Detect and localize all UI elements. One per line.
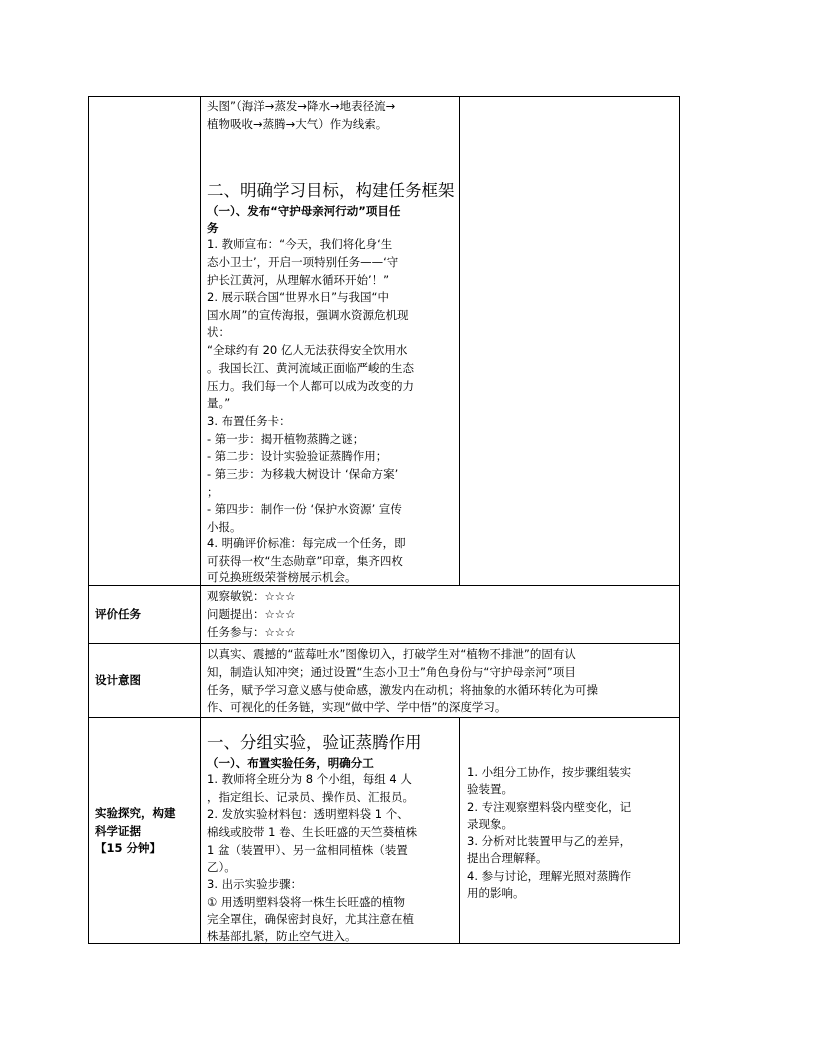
design-line: 知，制造认知冲突；通过设置“生态小卫士”角色身份与“守护母亲河”项目 [207, 665, 576, 679]
experiment-body-line: 棉线或胶带 1 卷、生长旺盛的天竺葵植株 [207, 825, 418, 839]
experiment-body-line: 1 盆（装置甲）、另一盆相同植株（装置 [207, 843, 408, 857]
task-body-line: 量。” [207, 396, 231, 410]
experiment-body-line: 1. 教师将全班分为 8 个小组，每组 4 人 [207, 772, 412, 786]
experiment-body-line: 株基部扎紧，防止空气进入。 [207, 929, 357, 943]
experiment-body-line: 2. 发放实验材料包：透明塑料袋 1 个、 [207, 807, 409, 821]
experiment-label-line: 科学证据 [95, 824, 141, 838]
experiment-label-line: 实验探究，构建 [95, 806, 176, 820]
eval-item: 观察敏锐：☆☆☆ [207, 589, 296, 603]
design-line: 以真实、震撼的“蓝莓吐水”图像切入，打破学生对“植物不排泄”的固有认 [207, 647, 576, 661]
experiment-body-line: 完全罩住，确保密封良好，尤其注意在植 [207, 912, 414, 926]
section-heading-goals: 二、明确学习目标，构建任务框架 [207, 181, 455, 200]
table-border-row2 [88, 643, 680, 644]
table-border-right [679, 96, 680, 944]
design-line: 任务，赋予学习意义感与使命感，激发内在动机；将抽象的水循环转化为可操 [207, 683, 598, 697]
task-body-line: - 第四步：制作一份 ‘保护水资源’ 宣传 [207, 502, 402, 516]
task-body-line: 可兑换班级荣誉榜展示机会。 [207, 570, 357, 584]
table-border-bottom [88, 943, 680, 944]
experiment-body-line: 乙）。 [207, 860, 236, 874]
student-activity-line: 4. 参与讨论，理解光照对蒸腾作 [467, 869, 632, 883]
table-border-row1 [88, 585, 680, 586]
student-activity-line: 验装置。 [467, 782, 513, 796]
table-border-col2-bottom [459, 717, 460, 944]
experiment-body-line: ，指定组长、记录员、操作员、汇报员。 [207, 790, 414, 804]
experiment-label-line: 【15 分钟】 [95, 841, 162, 855]
table-border-col2-top [459, 96, 460, 586]
eval-item: 任务参与：☆☆☆ [207, 625, 296, 639]
task-body-line: ； [207, 485, 219, 499]
student-activity-line: 录现象。 [467, 817, 513, 831]
task-body-line: 压力。我们每一个人都可以成为改变的力 [207, 379, 414, 393]
experiment-subheading: （一）、布置实验任务，明确分工 [207, 756, 374, 770]
design-label: 设计意图 [95, 673, 141, 687]
task-title: （一）、发布“守护母亲河行动”项目任 [207, 204, 401, 218]
eval-label: 评价任务 [95, 607, 141, 621]
student-activity-line: 3. 分析对比装置甲与乙的差异， [467, 834, 632, 848]
student-activity-line: 用的影响。 [467, 886, 525, 900]
intro-line: 头图”（海洋→蒸发→降水→地表径流→ [207, 99, 396, 113]
design-line: 作、可视化的任务链，实现“做中学、学中悟”的深度学习。 [207, 700, 507, 714]
task-title: 务 [207, 221, 219, 235]
experiment-body-line: ① 用透明塑料袋将一株生长旺盛的植物 [207, 895, 405, 909]
task-body-line: 态小卫士’，开启一项特别任务——‘守 [207, 255, 399, 269]
task-body-line: 3. 布置任务卡： [207, 414, 291, 428]
table-border-left [88, 96, 89, 944]
student-activity-line: 提出合理解释。 [467, 851, 548, 865]
experiment-body-line: 3. 出示实验步骤： [207, 877, 303, 891]
task-body-line: 国水周”的宣传海报，强调水资源危机现 [207, 308, 409, 322]
task-body-line: 可获得一枚“生态勋章”印章，集齐四枚 [207, 554, 403, 568]
experiment-heading: 一、分组实验，验证蒸腾作用 [207, 733, 422, 752]
student-activity-line: 2. 专注观察塑料袋内壁变化，记 [467, 800, 632, 814]
task-body-line: 状： [207, 325, 230, 339]
eval-item: 问题提出：☆☆☆ [207, 607, 296, 621]
task-body-line: “全球约有 20 亿人无法获得安全饮用水 [207, 343, 408, 357]
task-body-line: 。我国长江、黄河流域正面临严峻的生态 [207, 361, 414, 375]
task-body-line: 1. 教师宣布：“今天，我们将化身‘生 [207, 237, 393, 251]
intro-line: 植物吸收→蒸腾→大气）作为线索。 [207, 117, 388, 131]
task-body-line: 2. 展示联合国“世界水日”与我国“中 [207, 290, 389, 304]
table-border-row3 [88, 717, 680, 718]
task-body-line: - 第一步：揭开植物蒸腾之谜； [207, 432, 365, 446]
task-body-line: 小报。 [207, 520, 242, 534]
task-body-line: 护长江黄河，从理解水循环开始’！” [207, 273, 390, 287]
task-body-line: 4. 明确评价标准：每完成一个任务，即 [207, 536, 406, 550]
student-activity-line: 1. 小组分工协作，按步骤组装实 [467, 765, 632, 779]
table-border-top [88, 96, 680, 97]
table-border-col1 [200, 96, 201, 944]
task-body-line: - 第二步：设计实验验证蒸腾作用； [207, 449, 388, 463]
task-body-line: - 第三步：为移栽大树设计 ‘保命方案’ [207, 467, 399, 481]
